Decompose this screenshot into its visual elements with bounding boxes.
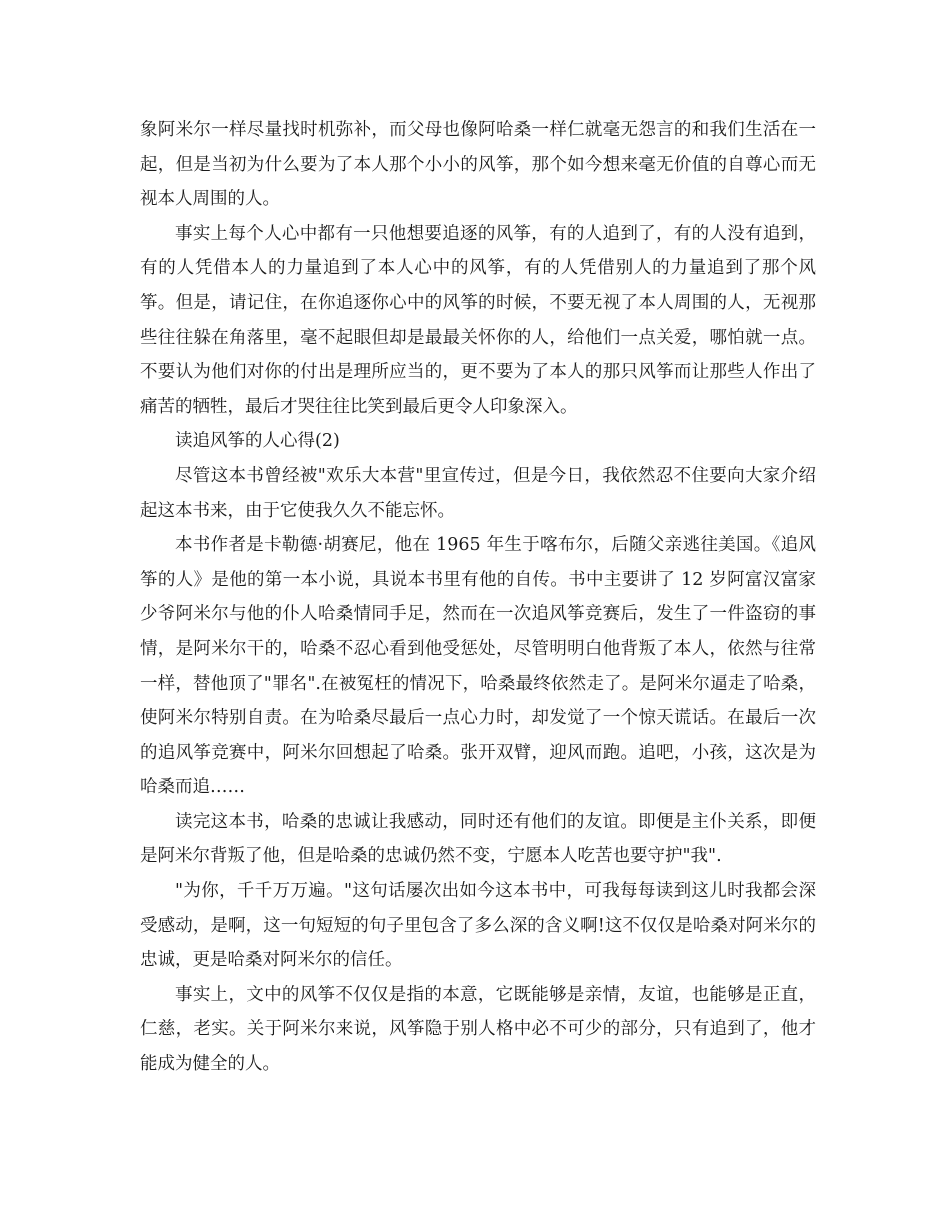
paragraph: 事实上每个人心中都有一只他想要追逐的风筝，有的人追到了，有的人没有追到，有的人凭借本人的力量追到了本人心中的风筝，有的人凭借别人的力量追到了那个风筝。但是，请记住，在你追逐你心中的风筝的时候，不要无视了本人周围的人，无视那些往往躲在角落里，毫不起眼但却是最最关怀你的人，给他们一点关爱，哪怕就一点。不要认为他们对你的付出是理所应当的，更不要为了本人的那只风筝而让那些人作出了痛苦的牺牲，最后才哭往往比笑到最后更令人印象深入。 [140, 223, 816, 417]
section-heading: 读追风筝的人心得(2) [175, 431, 340, 452]
paragraph: 事实上，文中的风筝不仅仅是指的本意，它既能够是亲情，友谊，也能够是正直，仁慈，老实。关于阿米尔来说，风筝隐于别人格中必不可少的部分，只有追到了，他才能成为健全的人。 [140, 984, 816, 1075]
document-body [140, 113, 816, 1082]
paragraph: 本书作者是卡勒德·胡赛尼，他在 1965 年生于喀布尔，后随父亲逃往美国。《追风筝的人》是他的第一本小说，具说本书里有他的自传。书中主要讲了 12 岁阿富汉富家少爷阿米尔与他的仆人哈桑情同手足，然而在一次追风筝竞赛后，发生了一件盗窃的事情，是阿米尔干的，哈桑不忍心看到他受惩处，尽管明明白他背叛了本人，依然与往常一样，替他顶了"罪名".在被冤枉的情况下，哈桑最终依然走了。是阿米尔逼走了哈桑，使阿米尔特别自责。在为哈桑尽最后一点心力时，却发觉了一个惊天谎话。在最后一次的追风筝竞赛中，阿米尔回想起了哈桑。张开双臂，迎风而跑。追吧，小孩，这次是为哈桑而追…… [140, 535, 816, 798]
paragraph: 读完这本书，哈桑的忠诚让我感动，同时还有他们的友谊。即便是主仆关系，即便是阿米尔背叛了他，但是哈桑的忠诚仍然不变，宁愿本人吃苦也要守护"我". [140, 811, 816, 867]
paragraph: 尽管这本书曾经被"欢乐大本营"里宣传过，但是今日，我依然忍不住要向大家介绍起这本书来，由于它使我久久不能忘怀。 [140, 465, 816, 521]
paragraph-continued: 象阿米尔一样尽量找时机弥补，而父母也像阿哈桑一样仁就毫无怨言的和我们生活在一起，但是当初为什么要为了本人那个小小的风筝，那个如今想来毫无价值的自尊心而无视本人周围的人。 [140, 120, 816, 210]
paragraph: "为你，千千万万遍。"这句话屡次出如今这本书中，可我每每读到这儿时我都会深受感动，是啊，这一句短短的句子里包含了多么深的含义啊!这不仅仅是哈桑对阿米尔的忠诚，更是哈桑对阿米尔的信任。 [140, 881, 816, 971]
